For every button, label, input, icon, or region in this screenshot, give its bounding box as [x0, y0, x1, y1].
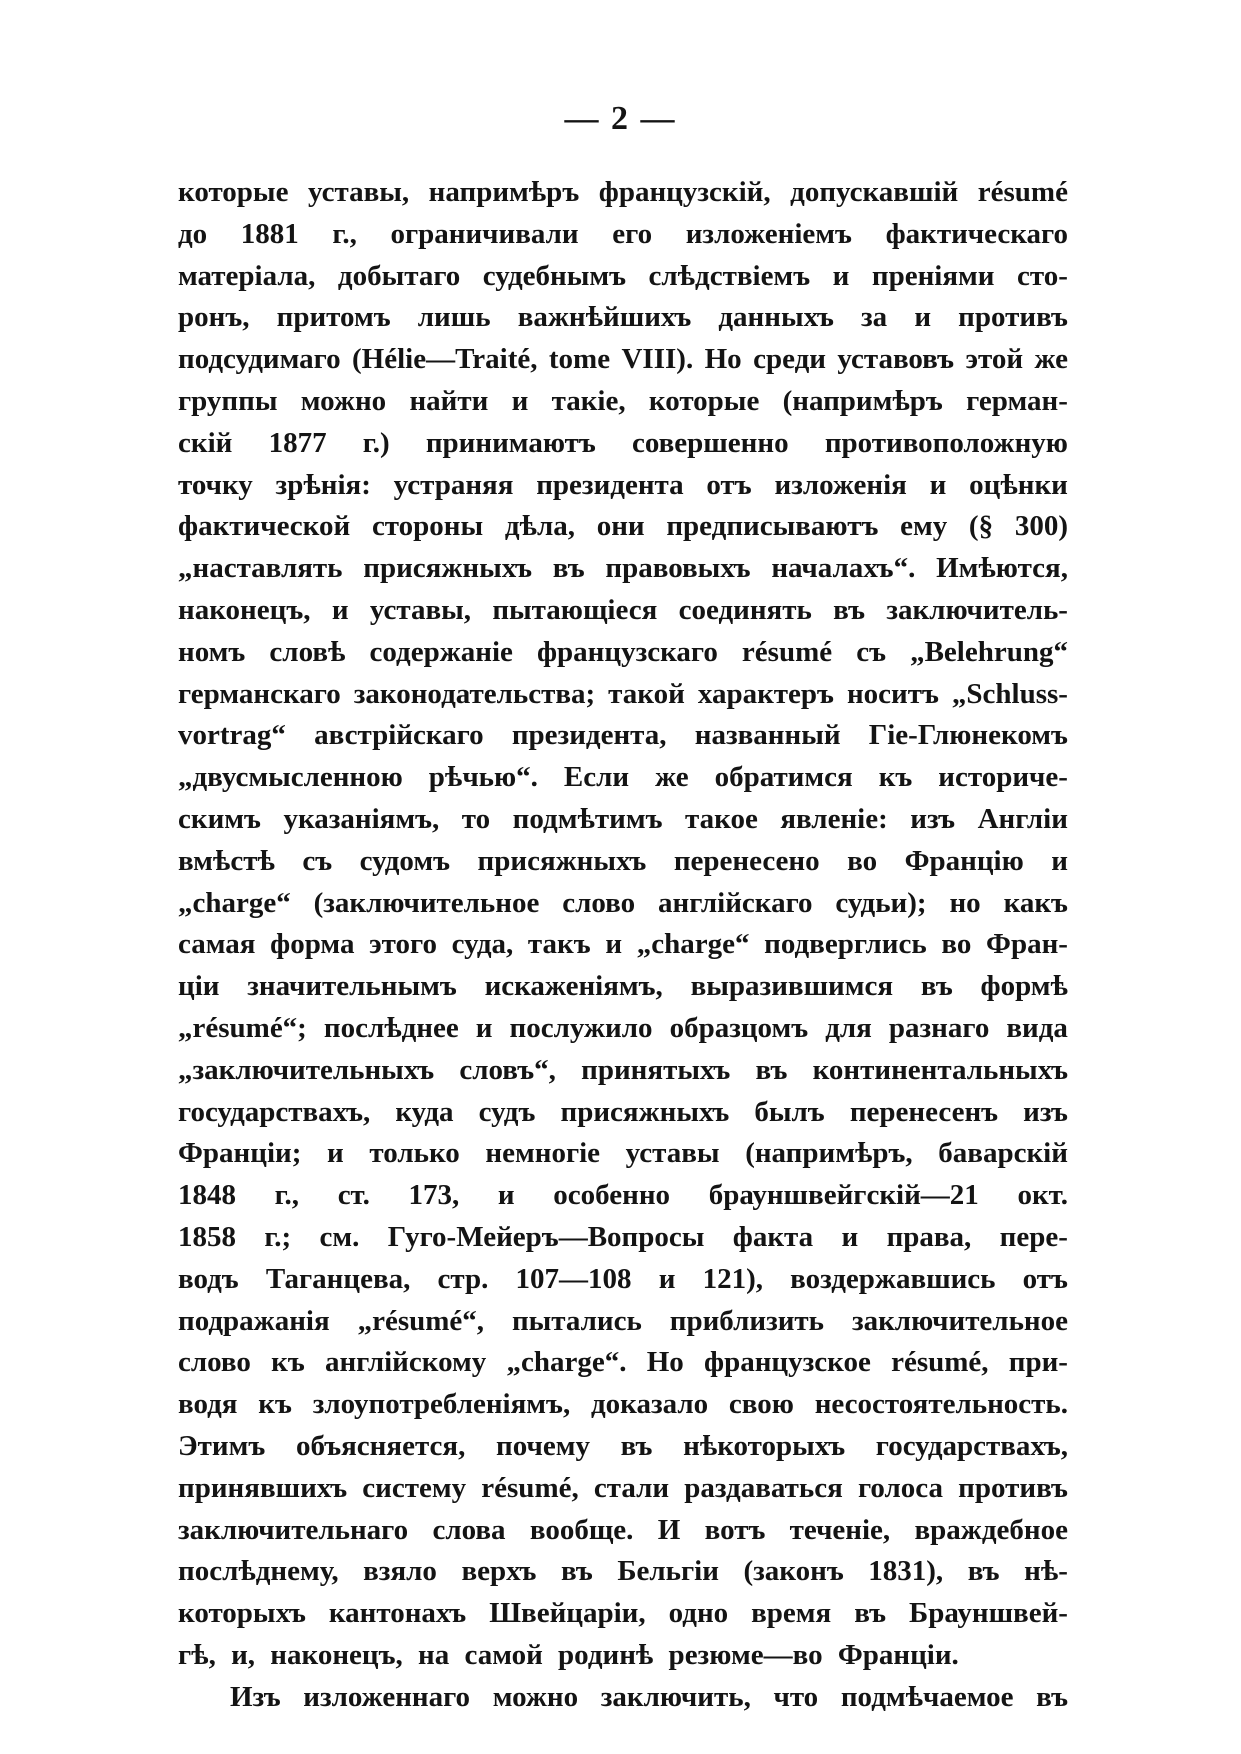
text-line: наконецъ, и уставы, пытающіеся соединять въ заключитель-: [178, 593, 1068, 626]
text-line: „заключительныхъ словъ“, принятыхъ въ континентальныхъ: [178, 1053, 1068, 1086]
text-line: Этимъ объясняется, почему въ нѣкоторыхъ государствахъ,: [178, 1429, 1068, 1462]
text-line: до 1881 г., ограничивали его изложеніемъ фактическаго: [178, 217, 1068, 250]
text-line: скій 1877 г.) принимаютъ совершенно противоположную: [178, 426, 1068, 459]
text-line: точку зрѣнія: устраняя президента отъ изложенія и оцѣнки: [178, 468, 1068, 501]
text-line: водъ Таганцева, стр. 107—108 и 121), воздержавшись отъ: [178, 1262, 1068, 1295]
text-line: номъ словѣ содержаніе французскаго résumé съ „Belehrung“: [178, 635, 1068, 668]
text-line: подсудимаго (Hélie—Traité, tome VIII). Но среди уставовъ этой же: [178, 343, 1068, 376]
body-text: [178, 172, 1068, 1718]
text-line: водя къ злоупотребленіямъ, доказало свою несостоятельность.: [178, 1388, 1068, 1421]
text-line: заключительнаго слова вообще. И вотъ теченіе, враждебное: [178, 1513, 1068, 1546]
text-line: подражанія „résumé“, пытались приблизить заключительное: [178, 1304, 1068, 1337]
text-line: 1848 г., ст. 173, и особенно брауншвейгскій—21 окт.: [178, 1179, 1068, 1212]
text-line: фактической стороны дѣла, они предписываютъ ему (§ 300): [178, 510, 1068, 543]
text-line: Франціи; и только немногіе уставы (напримѣръ, баварскій: [178, 1137, 1068, 1170]
page-number: — 2 —: [564, 100, 677, 137]
text-line: vortrag“ австрійскаго президента, названный Гіе-Глюнекомъ: [178, 719, 1068, 752]
paragraph: [178, 172, 1068, 1677]
text-line: „наставлять присяжныхъ въ правовыхъ началахъ“. Имѣются,: [178, 552, 1068, 585]
text-line: ронъ, притомъ лишь важнѣйшихъ данныхъ за и противъ: [178, 301, 1068, 334]
text-line: гѣ, и, наконецъ, на самой родинѣ резюме—во Франціи.: [178, 1638, 959, 1671]
text-line: 1858 г.; см. Гуго-Мейеръ—Вопросы факта и права, пере-: [178, 1220, 1068, 1253]
text-line: группы можно найти и такіе, которые (напримѣръ герман-: [178, 384, 1068, 417]
text-line: самая форма этого суда, такъ и „charge“ подверглись во Фран-: [178, 928, 1068, 961]
text-line: принявшихъ систему résumé, стали раздаваться голоса противъ: [178, 1471, 1068, 1504]
text-line: „charge“ (заключительное слово англійскаго судьи); но какъ: [178, 886, 1068, 919]
paragraph: [178, 1677, 1068, 1719]
text-line: слово къ англійскому „charge“. Но французское résumé, при-: [178, 1346, 1068, 1379]
text-line: государствахъ, куда судъ присяжныхъ былъ перенесенъ изъ: [178, 1095, 1068, 1128]
text-line: германскаго законодательства; такой характеръ носитъ „Schluss-: [178, 677, 1068, 710]
text-line: матеріала, добытаго судебнымъ слѣдствіемъ и преніями сто-: [178, 259, 1068, 292]
text-line: которыхъ кантонахъ Швейцаріи, одно время въ Брауншвей-: [178, 1597, 1068, 1630]
text-line: Изъ изложеннаго можно заключить, что подмѣчаемое въ: [230, 1680, 1068, 1713]
text-line: которые уставы, напримѣръ французскій, допускавшій résumé: [178, 176, 1068, 208]
text-line: ціи значительнымъ искаженіямъ, выразившимся въ формѣ: [178, 970, 1068, 1003]
text-line: скимъ указаніямъ, то подмѣтимъ такое явленіе: изъ Англіи: [178, 802, 1068, 835]
text-line: вмѣстѣ съ судомъ присяжныхъ перенесено во Францію и: [178, 844, 1068, 877]
text-line: „двусмысленною рѣчью“. Если же обратимся къ историче-: [178, 761, 1068, 794]
text-line: послѣднему, взяло верхъ въ Бельгіи (законъ 1831), въ нѣ-: [178, 1555, 1068, 1588]
text-line: „résumé“; послѣднее и послужило образцомъ для разнаго вида: [178, 1011, 1068, 1044]
